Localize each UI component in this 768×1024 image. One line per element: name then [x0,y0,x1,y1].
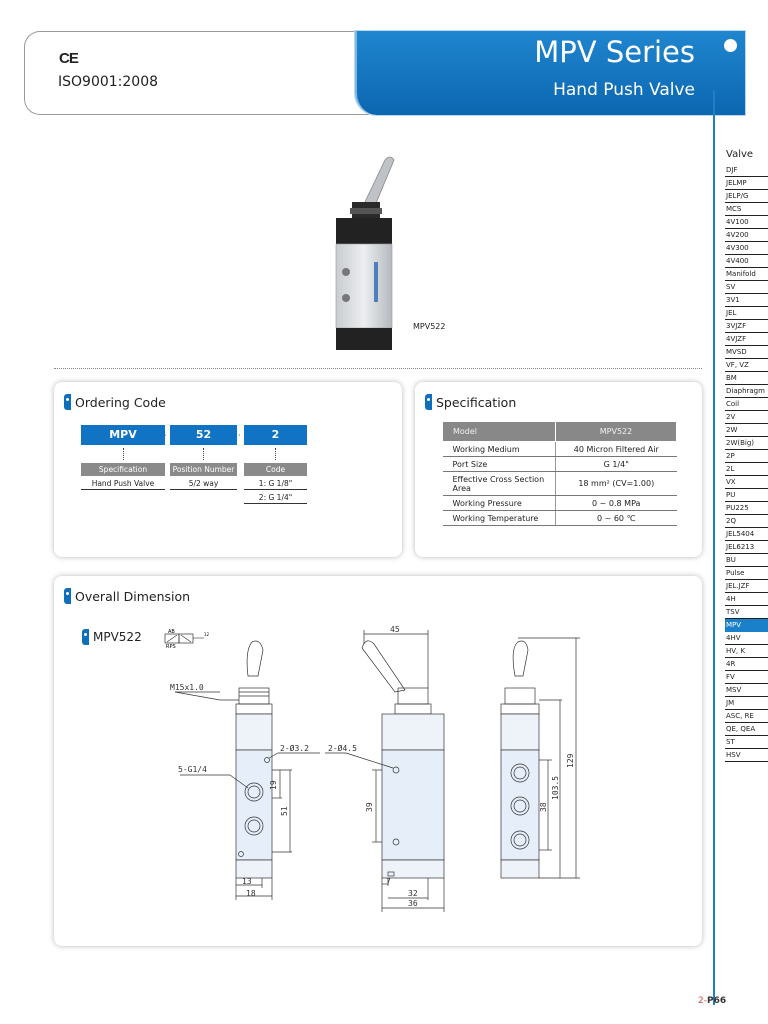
dim-38: 38 [539,802,548,812]
section-divider [54,368,702,369]
side-index-item[interactable]: PU [725,489,768,502]
dim-39: 39 [365,802,374,812]
table-row [443,442,677,457]
section-tab-icon [64,588,71,604]
code-connector [203,448,204,460]
row-value: 18 mm² (CV=1.00) [556,472,677,496]
ordering-code-title: Ordering Code [64,394,166,410]
header-code: Code [244,463,307,476]
row-value: 0 ~ 0.8 MPa [556,496,677,511]
row-label: Working Pressure [443,496,556,511]
side-index-list [725,164,768,762]
side-index-item[interactable]: HSV [725,749,768,762]
side-index-item[interactable]: 4HV [725,632,768,645]
page-prefix: 2- [698,996,707,1006]
dim-18: 18 [246,889,256,898]
side-index-item[interactable]: VF, VZ [725,359,768,372]
specification-table [442,421,677,526]
series-title: MPV Series [534,35,695,69]
dim-51: 51 [280,806,289,816]
dim-hole-large-label: 2-Ø4.5 [328,744,357,753]
code-connector [275,448,276,460]
side-index-item[interactable]: BU [725,554,768,567]
code-connector [123,448,124,460]
side-index-item[interactable]: Pulse [725,567,768,580]
circle-icon [724,39,737,52]
table-row [443,511,677,526]
code-box-series: MPV [81,425,165,445]
table-row [443,457,677,472]
dim-103-5: 103.5 [551,775,560,800]
code-box-position: 52 [170,425,237,445]
side-index-item[interactable]: MVSD [725,346,768,359]
code-value-1: 1: G 1/8" [244,478,307,490]
side-index-title: Valve [726,149,754,160]
dim-36: 36 [408,899,418,908]
side-index-item[interactable]: JM [725,697,768,710]
side-index-item[interactable]: 2P [725,450,768,463]
dim-hole-small-label: 2-Ø3.2 [280,744,309,753]
section-tab-icon [425,394,432,410]
side-index-item[interactable]: BM [725,372,768,385]
code-value-2: 2: G 1/4" [244,492,307,504]
overall-dimension-title: Overall Dimension [64,588,190,604]
side-index-item[interactable]: 3VJZF [725,320,768,333]
code-separator: · [164,431,167,440]
dim-19: 19 [269,780,278,790]
header-specification: Specification [81,463,165,476]
side-index-item[interactable]: 4V400 [725,255,768,268]
table-row [443,496,677,511]
dimension-model-tag: MPV522 [82,629,142,645]
side-index-item[interactable]: 2W(Big) [725,437,768,450]
symbol-label-12: 12 [204,632,210,637]
side-index-item[interactable]: 4H [725,593,768,606]
section-tab-icon [64,394,71,410]
side-index-item[interactable]: 4R [725,658,768,671]
dim-ports-label: 5-G1/4 [178,765,207,774]
position-value: 5/2 way [170,478,237,490]
dim-129: 129 [566,753,575,768]
side-index-item[interactable]: SV [725,281,768,294]
ce-mark: CE [59,50,78,67]
side-index-item[interactable]: 4V100 [725,216,768,229]
side-index-item[interactable]: HV, K [725,645,768,658]
side-index-item[interactable]: MCS [725,203,768,216]
side-index-item[interactable]: 2V [725,411,768,424]
header-cert-panel [24,31,369,115]
side-index-item[interactable]: Diaphragm [725,385,768,398]
side-index-item[interactable]: TSV [725,606,768,619]
side-index-item[interactable]: JEL6213 [725,541,768,554]
side-view [325,630,444,912]
dim-thread-label: M15x1.0 [170,683,204,692]
side-index-item[interactable]: FV [725,671,768,684]
side-index-item[interactable]: 2Q [725,515,768,528]
header-position-number: Position Number [170,463,237,476]
side-index-item[interactable]: MPV [725,619,768,632]
symbol-label-ab: AB [168,629,175,635]
side-index-item[interactable]: 4V200 [725,229,768,242]
side-index-item[interactable]: ASC, RE [725,710,768,723]
row-label: Working Temperature [443,511,556,526]
row-label: Working Medium [443,442,556,457]
side-index-item[interactable]: QE, QEA [725,723,768,736]
side-index-item[interactable]: 3V1 [725,294,768,307]
table-header-row [443,422,677,442]
iso-certification: ISO9001:2008 [58,74,159,90]
side-index-item[interactable]: JEL5404 [725,528,768,541]
side-index-item[interactable]: 4V300 [725,242,768,255]
product-photo [330,152,420,352]
side-index-item[interactable]: Coil [725,398,768,411]
side-index-item[interactable]: Manifold [725,268,768,281]
photo-caption: MPV522 [413,322,446,331]
row-value: 40 Micron Filtered Air [556,442,677,457]
header-title-banner [355,31,745,115]
specification-title: Specification [425,394,516,410]
side-index-item[interactable]: JEL [725,307,768,320]
dim-13: 13 [242,877,252,886]
page-number-value: P66 [706,996,727,1006]
page-number [698,996,726,1006]
code-separator: · [238,431,241,440]
side-index-item[interactable]: VX [725,476,768,489]
side-index-item[interactable]: JEL.JZF [725,580,768,593]
side-index-item[interactable]: JELP/G [725,190,768,203]
side-index-item[interactable]: MSV [725,684,768,697]
dimension-drawing [150,620,600,920]
symbol-label-rps: RPS [166,644,176,649]
side-index-item[interactable]: DJF [725,164,768,177]
spec-value: Hand Push Valve [81,478,165,490]
row-label: Port Size [443,457,556,472]
side-index-item[interactable]: PU225 [725,502,768,515]
side-index-item[interactable]: JELMP [725,177,768,190]
model-tab-icon [82,629,89,645]
side-index-item[interactable]: 2W [725,424,768,437]
side-index-item[interactable]: 2L [725,463,768,476]
table-row [443,472,677,496]
ordering-code-card [54,382,402,557]
code-box-port: 2 [244,425,307,445]
side-index-item[interactable]: 4VJZF [725,333,768,346]
dim-32: 32 [408,889,418,898]
dim-45: 45 [390,625,400,634]
row-label: Effective Cross Section Area [443,472,556,496]
dim-7: 7 [386,877,391,886]
side-index-item[interactable]: ST [725,736,768,749]
row-value: 0 ~ 60 ℃ [556,511,677,526]
series-subtitle: Hand Push Valve [553,80,695,100]
page-divider-rule [713,90,715,1005]
header-model: Model [443,422,556,442]
header-model-value: MPV522 [556,422,677,442]
row-value: G 1/4" [556,457,677,472]
